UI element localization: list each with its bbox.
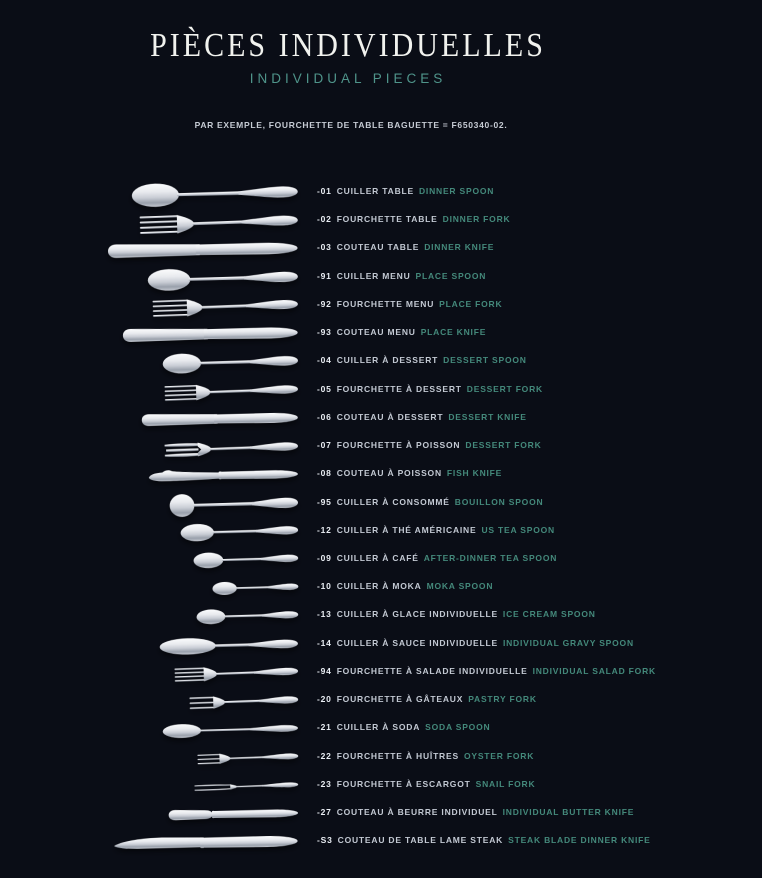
- item-name-fr: COUTEAU TABLE: [336, 242, 420, 253]
- item-name-fr: CUILLER À CAFÉ: [336, 552, 419, 563]
- item-name-en: INDIVIDUAL SALAD FORK: [532, 665, 656, 676]
- list-item: [317, 468, 502, 479]
- item-name-fr: FOURCHETTE À POISSON: [336, 440, 461, 451]
- dessert-knife-icon: [141, 408, 299, 430]
- list-item: [317, 638, 634, 649]
- item-name-fr: CUILLER À SAUCE INDIVIDUELLE: [336, 637, 498, 648]
- item-name-en: OYSTER FORK: [463, 750, 535, 761]
- item-name-en: INDIVIDUAL GRAVY SPOON: [502, 637, 634, 648]
- item-name-en: STEAK BLADE DINNER KNIFE: [508, 835, 651, 846]
- snail-fork-icon: [194, 778, 299, 795]
- item-code: -20: [317, 694, 332, 705]
- item-name-en: DESSERT KNIFE: [448, 411, 527, 422]
- item-code: -07: [317, 440, 332, 451]
- item-name-en: US TEA SPOON: [481, 524, 555, 535]
- item-name-en: BOUILLON SPOON: [454, 496, 544, 507]
- list-item: [317, 751, 534, 762]
- item-name-fr: COUTEAU À DESSERT: [336, 411, 444, 422]
- place-spoon-icon: [147, 264, 300, 293]
- place-fork-icon: [152, 293, 300, 320]
- item-name-fr: FOURCHETTE MENU: [336, 298, 435, 309]
- item-name-fr: CUILLER À MOKA: [336, 581, 422, 592]
- item-name-fr: FOURCHETTE TABLE: [336, 214, 438, 225]
- list-item: [317, 355, 527, 366]
- item-code: -05: [317, 383, 332, 394]
- pastry-fork-icon: [189, 691, 300, 712]
- item-code: -02: [317, 214, 332, 225]
- list-item: [317, 779, 535, 790]
- list-item: [317, 553, 557, 564]
- fish-fork-icon: [164, 436, 300, 461]
- dessert-fork-icon: [164, 379, 300, 404]
- item-name-en: PLACE FORK: [439, 298, 503, 309]
- list-item: [317, 497, 543, 508]
- item-name-fr: FOURCHETTE À ESCARGOT: [336, 778, 471, 789]
- salad-fork-icon: [174, 662, 300, 684]
- item-code: -08: [317, 468, 332, 479]
- item-name-fr: CUILLER À CONSOMMÉ: [336, 496, 450, 507]
- bouillon-spoon-icon: [169, 490, 300, 518]
- item-name-en: DINNER FORK: [442, 214, 511, 225]
- item-code: -23: [317, 778, 332, 789]
- list-item: [317, 271, 486, 282]
- list-item: [317, 440, 542, 451]
- item-name-en: AFTER-DINNER TEA SPOON: [423, 552, 558, 563]
- item-code: -06: [317, 411, 332, 422]
- list-item: [317, 807, 634, 818]
- page-subtitle: INDIVIDUAL PIECES: [249, 71, 447, 86]
- item-code: -14: [317, 637, 332, 648]
- list-item: [317, 242, 494, 253]
- item-code: -01: [317, 186, 332, 196]
- item-name-fr: COUTEAU À POISSON: [336, 468, 442, 479]
- item-name-en: DESSERT FORK: [465, 440, 542, 451]
- steak-knife-icon: [113, 831, 299, 854]
- list-item: [317, 299, 502, 310]
- item-name-fr: FOURCHETTE À DESSERT: [336, 383, 462, 394]
- item-name-fr: CUILLER À GLACE INDIVIDUELLE: [336, 609, 498, 620]
- item-name-en: SODA SPOON: [425, 722, 491, 733]
- item-code: -S3: [317, 835, 333, 846]
- item-code: -95: [317, 496, 332, 507]
- item-name-en: INDIVIDUAL BUTTER KNIFE: [502, 807, 635, 818]
- item-name-en: PLACE SPOON: [415, 270, 487, 281]
- list-item: [317, 666, 656, 677]
- after-dinner-tea-spoon-icon: [193, 549, 299, 570]
- item-code: -91: [317, 270, 332, 281]
- item-name-fr: CUILLER À DESSERT: [336, 355, 439, 366]
- item-name-fr: COUTEAU À BEURRE INDIVIDUEL: [336, 807, 498, 818]
- example-note: PAR EXEMPLE, FOURCHETTE DE TABLE BAGUETTE = F650340-02.: [194, 120, 508, 130]
- item-name-en: DESSERT FORK: [466, 383, 543, 394]
- list-item: [317, 525, 555, 536]
- item-name-en: PLACE KNIFE: [420, 327, 487, 338]
- item-name-en: ICE CREAM SPOON: [502, 609, 596, 620]
- item-name-fr: FOURCHETTE À HUÎTRES: [336, 750, 459, 761]
- butter-knife-icon: [168, 805, 299, 823]
- dinner-spoon-icon: [131, 178, 300, 209]
- item-name-fr: CUILLER À SODA: [336, 722, 421, 733]
- list-item: [317, 694, 537, 705]
- item-name-fr: FOURCHETTE À GÂTEAUX: [336, 694, 464, 705]
- item-code: -03: [317, 242, 332, 253]
- list-item: [317, 412, 527, 423]
- item-name-en: DESSERT SPOON: [443, 355, 527, 366]
- item-code: -92: [317, 298, 332, 309]
- place-knife-icon: [122, 322, 299, 346]
- item-name-fr: COUTEAU MENU: [336, 327, 416, 338]
- item-name-en: FISH KNIFE: [446, 468, 503, 479]
- dessert-spoon-icon: [162, 349, 300, 376]
- list-item: [317, 581, 493, 592]
- item-name-fr: FOURCHETTE À SALADE INDIVIDUELLE: [336, 665, 528, 676]
- list-item: [317, 186, 494, 197]
- item-code: -09: [317, 552, 332, 563]
- item-code: -21: [317, 722, 332, 733]
- item-code: -13: [317, 609, 332, 620]
- item-code: -93: [317, 327, 332, 338]
- list-item: [317, 384, 543, 395]
- list-item: [317, 327, 486, 338]
- page-header: [0, 26, 696, 86]
- item-name-en: PASTRY FORK: [468, 694, 537, 705]
- soda-spoon-icon: [162, 720, 299, 740]
- item-code: -12: [317, 524, 332, 535]
- item-name-fr: CUILLER MENU: [336, 270, 411, 281]
- item-name-en: MOKA SPOON: [426, 581, 494, 592]
- fish-knife-icon: [148, 465, 299, 486]
- item-code: -10: [317, 581, 332, 592]
- moka-spoon-icon: [212, 579, 299, 596]
- item-code: -94: [317, 665, 332, 676]
- page-title: PIÈCES INDIVIDUELLES: [150, 26, 546, 64]
- item-name-fr: CUILLER À THÉ AMÉRICAINE: [336, 524, 477, 535]
- item-code: -04: [317, 355, 332, 366]
- item-code: -27: [317, 807, 332, 818]
- oyster-fork-icon: [197, 749, 299, 767]
- item-code: -22: [317, 750, 332, 761]
- list-item: [317, 214, 510, 225]
- item-name-fr: CUILLER TABLE: [336, 186, 414, 196]
- gravy-spoon-icon: [159, 633, 300, 658]
- dinner-fork-icon: [139, 208, 300, 238]
- item-name-fr: COUTEAU DE TABLE LAME STEAK: [337, 835, 504, 846]
- list-item: [317, 609, 596, 620]
- list-item: [317, 722, 490, 733]
- us-tea-spoon-icon: [180, 520, 299, 543]
- ice-cream-spoon-icon: [196, 606, 299, 626]
- item-name-en: DINNER SPOON: [418, 186, 495, 196]
- dinner-knife-icon: [107, 237, 299, 262]
- item-name-en: DINNER KNIFE: [424, 242, 495, 253]
- item-name-en: SNAIL FORK: [475, 778, 536, 789]
- list-item: [317, 835, 651, 846]
